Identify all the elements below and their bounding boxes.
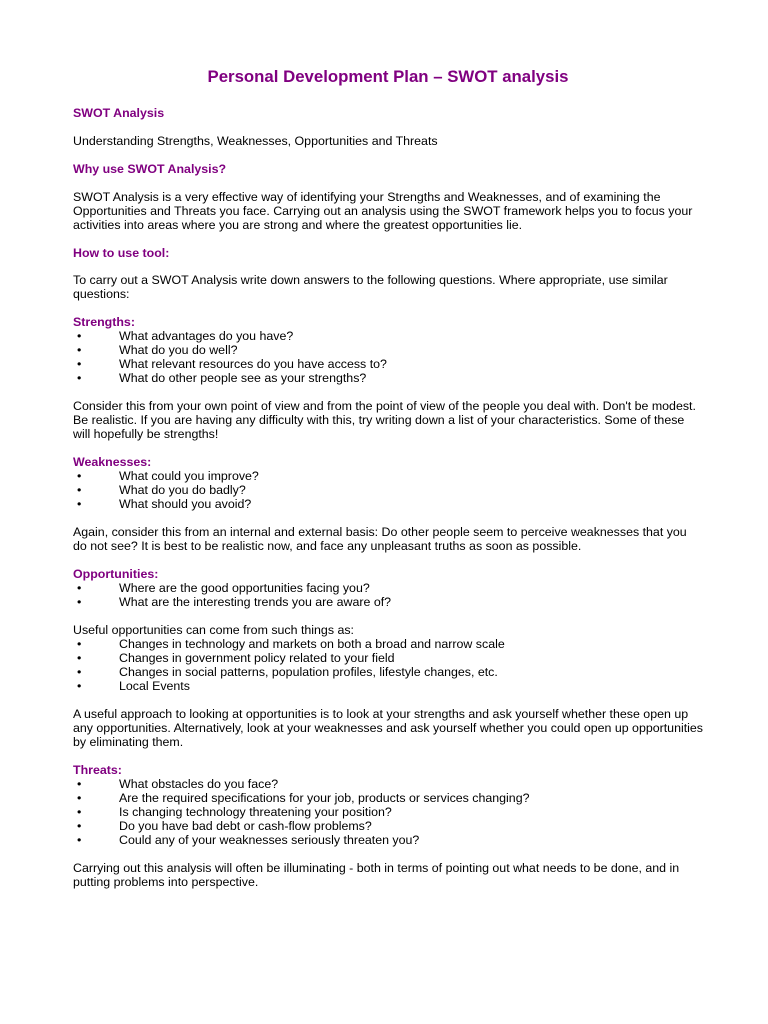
strengths-heading: Strengths: [73, 315, 135, 329]
bullet-icon: • [77, 371, 82, 385]
closing-paragraph: Carrying out this analysis will often be illuminating - both in terms of pointing out what needs to be done, and in putting problems into perspective. [73, 861, 680, 889]
opportunities-note: A useful approach to looking at opportunities is to look at your strengths and ask yourself whether these open up any opportunities. Alternatively, look at your weaknesses and ask yourself whether you could open up opportunities by eliminating them. [73, 707, 704, 749]
weaknesses-list [73, 469, 703, 511]
bullet-icon: • [77, 329, 82, 343]
strengths-note: Consider this from your own point of view and from the point of view of the people you deal with. Don't be modest. Be realistic. If you are having any difficulty with this, try writing down a list of your characteristics. Some of these will hopefully be strengths! [73, 399, 696, 441]
list-item: • Changes in social patterns, population profiles, lifestyle changes, etc. [77, 665, 498, 679]
bullet-icon: • [77, 469, 82, 483]
weaknesses-heading: Weaknesses: [73, 455, 152, 469]
list-item: • What relevant resources do you have access to? [77, 357, 387, 371]
bullet-icon: • [77, 777, 82, 791]
list-item: • What do you do well? [77, 343, 238, 357]
bullet-icon: • [77, 819, 82, 833]
document-page [73, 66, 703, 889]
bullet-icon: • [77, 651, 82, 665]
why-heading: Why use SWOT Analysis? [73, 162, 227, 176]
list-item: • What advantages do you have? [77, 329, 294, 343]
threats-heading: Threats: [73, 763, 122, 777]
bullet-icon: • [77, 357, 82, 371]
how-paragraph: To carry out a SWOT Analysis write down answers to the following questions. Where appropriate, use similar questions: [73, 273, 668, 301]
bullet-icon: • [77, 483, 82, 497]
opportunities-list [73, 581, 703, 609]
list-item: • What do other people see as your strengths? [77, 371, 367, 385]
swot-analysis-heading: SWOT Analysis [73, 106, 165, 120]
bullet-icon: • [77, 679, 82, 693]
how-heading: How to use tool: [73, 246, 170, 260]
opportunities-heading: Opportunities: [73, 567, 159, 581]
weaknesses-note: Again, consider this from an internal and external basis: Do other people seem to perceive weaknesses that you do not see? It is best to be realistic now, and face any unpleasant truths as soon as possible. [73, 525, 687, 553]
list-item: • What do you do badly? [77, 483, 246, 497]
bullet-icon: • [77, 791, 82, 805]
bullet-icon: • [77, 805, 82, 819]
list-item: • Changes in technology and markets on both a broad and narrow scale [77, 637, 505, 651]
list-item: • Is changing technology threatening your position? [77, 805, 392, 819]
bullet-icon: • [77, 665, 82, 679]
list-item: • Changes in government policy related to your field [77, 651, 395, 665]
opportunities-sources-list [73, 637, 703, 693]
swot-subtitle: Understanding Strengths, Weaknesses, Opportunities and Threats [73, 134, 438, 148]
strengths-list [73, 329, 703, 385]
bullet-icon: • [77, 637, 82, 651]
page-title: Personal Development Plan – SWOT analysis [207, 67, 569, 86]
bullet-icon: • [77, 343, 82, 357]
list-item: • What obstacles do you face? [77, 777, 279, 791]
threats-list [73, 777, 703, 847]
why-paragraph: SWOT Analysis is a very effective way of identifying your Strengths and Weaknesses, and of examining the Opportunities and Threats you face. Carrying out an analysis using the SWOT framework helps you to focus your activities into areas where you are strong and where the greatest opportunities lie. [73, 190, 693, 232]
bullet-icon: • [77, 497, 82, 511]
bullet-icon: • [77, 595, 82, 609]
list-item: • Do you have bad debt or cash-flow problems? [77, 819, 372, 833]
bullet-icon: • [77, 581, 82, 595]
bullet-icon: • [77, 833, 82, 847]
list-item: • Local Events [77, 679, 190, 693]
list-item: • Could any of your weaknesses seriously threaten you? [77, 833, 420, 847]
list-item: • What are the interesting trends you are aware of? [77, 595, 392, 609]
opportunities-useful-intro: Useful opportunities can come from such things as: [73, 623, 354, 637]
list-item: • Where are the good opportunities facing you? [77, 581, 370, 595]
list-item: • What could you improve? [77, 469, 259, 483]
list-item: • What should you avoid? [77, 497, 252, 511]
list-item: • Are the required specifications for your job, products or services changing? [77, 791, 530, 805]
